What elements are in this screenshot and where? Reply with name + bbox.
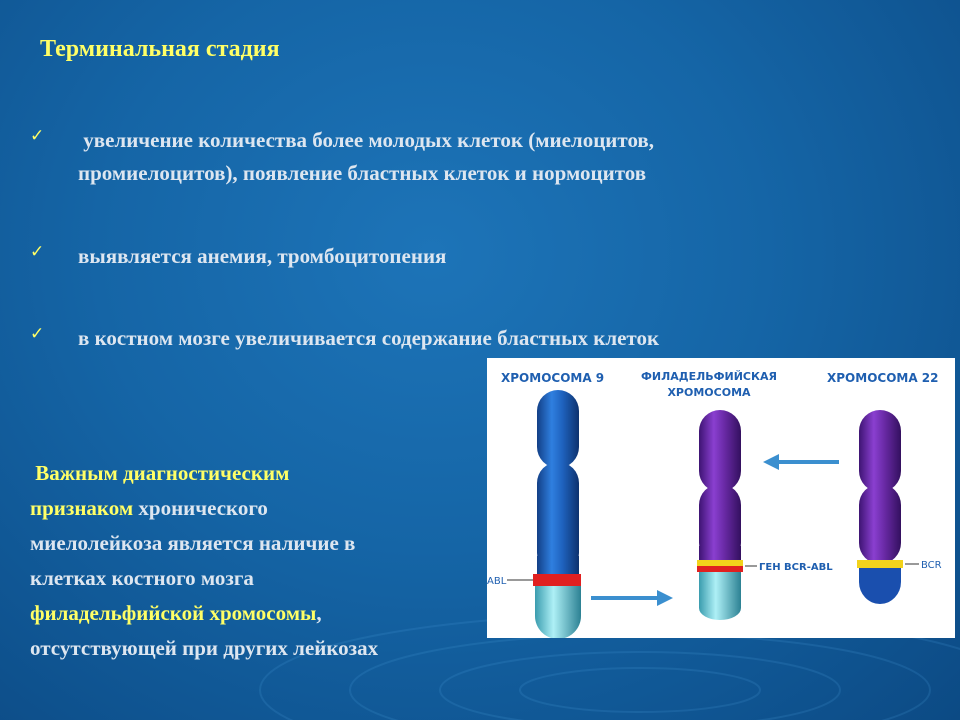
philadelphia-chromosome bbox=[697, 410, 833, 620]
diagnostic-note: Важным диагностическим признаком хронического миелолейкоза является наличие в клетках костного мозга филадельфийской хромосомы, отсутствующей при других лейкозах bbox=[30, 461, 379, 660]
bullet-item bbox=[30, 240, 910, 273]
bullet-text: выявляется анемия, тромбоцитопения bbox=[78, 244, 447, 268]
checkmark-icon: ✓ bbox=[30, 324, 45, 344]
chromosome-22-label: ХРОМОСОМА 22 bbox=[827, 371, 939, 385]
arrow-left-icon bbox=[763, 454, 839, 470]
bullet-text: увеличение количества более молодых клеток (миелоцитов, промиелоцитов), появление бластных клеток и нормоцитов bbox=[78, 128, 655, 185]
arrow-right-icon bbox=[591, 590, 673, 606]
bullet-item bbox=[30, 124, 910, 190]
checkmark-icon: ✓ bbox=[30, 126, 45, 146]
philadelphia-label-line2: ХРОМОСОМА bbox=[667, 386, 751, 399]
checkmark-icon: ✓ bbox=[30, 242, 45, 262]
bcr-abl-label: ГЕН BCR-ABL bbox=[759, 562, 833, 573]
bcr-label: BCR bbox=[921, 560, 942, 571]
bullet-text: в костном мозге увеличивается содержание бластных клеток bbox=[78, 326, 660, 350]
chromosome-9 bbox=[487, 390, 581, 638]
chromosome-diagram bbox=[487, 358, 955, 638]
chromosome-9-label: ХРОМОСОМА 9 bbox=[501, 371, 605, 385]
philadelphia-label: ФИЛАДЕЛЬФИЙСКАЯ bbox=[641, 370, 777, 383]
abl-label: ABL bbox=[487, 576, 507, 587]
slide-title: Терминальная стадия bbox=[40, 36, 280, 62]
chromosome-22 bbox=[857, 410, 942, 604]
philadelphia-chromosome-figure bbox=[487, 358, 955, 638]
bullet-item bbox=[30, 322, 910, 355]
